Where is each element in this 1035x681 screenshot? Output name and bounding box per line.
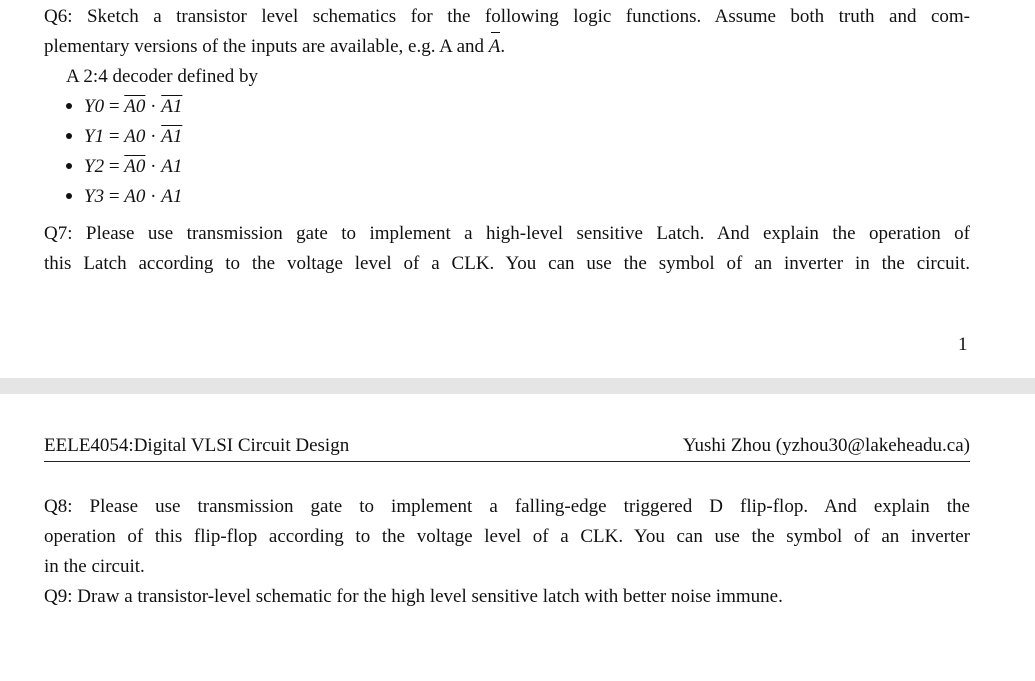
q7-line-1: Q7: Please use transmission gate to implement a high-level sensitive Latch. And explain the operation of: [44, 223, 970, 244]
decoder-equation: [66, 92, 182, 122]
decoder-equation: [66, 152, 182, 182]
q8-line-2: operation of this flip-flop according to the voltage level of a CLK. You can use the symbol of an inverter: [44, 526, 970, 547]
q6-line-1: Q6: Sketch a transistor level schematics for the following logic functions. Assume both truth and com-: [44, 6, 970, 27]
a-complement-symbol: A: [489, 32, 501, 62]
header-divider: [44, 461, 970, 462]
equation-term-a0: A0: [124, 156, 146, 177]
and-operator: ·: [145, 96, 162, 117]
page-separator: [0, 378, 1035, 394]
question-q7: [44, 219, 970, 279]
equation-term-a1: A1: [161, 186, 183, 207]
q6-line-2-end: .: [500, 36, 506, 57]
equals-sign: =: [104, 126, 125, 147]
equation-output: Y3: [84, 186, 105, 207]
equals-sign: =: [104, 186, 125, 207]
q7-line-2: this Latch according to the voltage level of a CLK. You can use the symbol of an inverter in the circuit.: [44, 253, 970, 274]
equation-term-a1: A1: [161, 156, 183, 177]
bullet-dot: [66, 103, 72, 109]
question-q8: [44, 492, 970, 582]
equation-term-a0: A0: [124, 186, 146, 207]
q6-line-2-text: plementary versions of the inputs are available, e.g. A and: [44, 36, 485, 57]
q9-line-1: Q9: Draw a transistor-level schematic for the high level sensitive latch with better noise immune.: [44, 586, 783, 607]
equation-output: Y1: [84, 126, 105, 147]
equation-term-a0: A0: [124, 126, 146, 147]
equation-output: Y0: [84, 96, 105, 117]
equals-sign: =: [104, 156, 125, 177]
course-title: EELE4054:Digital VLSI Circuit Design: [44, 435, 350, 456]
q8-line-3: in the circuit.: [44, 556, 145, 577]
q6-line-2: [44, 32, 970, 62]
and-operator: ·: [145, 186, 162, 207]
equals-sign: =: [104, 96, 125, 117]
bullet-dot: [66, 163, 72, 169]
decoder-equation: [66, 122, 182, 152]
equation-term-a1: A1: [161, 96, 183, 117]
question-q6: [44, 2, 970, 62]
equation-term-a0: A0: [124, 96, 146, 117]
page-number: 1: [958, 334, 968, 355]
bullet-dot: [66, 133, 72, 139]
and-operator: ·: [145, 126, 162, 147]
and-operator: ·: [145, 156, 162, 177]
author-info: Yushi Zhou (yzhou30@lakeheadu.ca): [682, 435, 970, 456]
bullet-dot: [66, 193, 72, 199]
decoder-intro: A 2:4 decoder defined by: [66, 66, 259, 87]
document-page-2: [0, 394, 1035, 681]
decoder-equation: [66, 182, 182, 212]
q8-line-1: Q8: Please use transmission gate to implement a falling-edge triggered D flip-flop. And explain the: [44, 496, 970, 517]
question-q9: [44, 582, 970, 612]
equation-output: Y2: [84, 156, 105, 177]
equation-term-a1: A1: [161, 126, 183, 147]
